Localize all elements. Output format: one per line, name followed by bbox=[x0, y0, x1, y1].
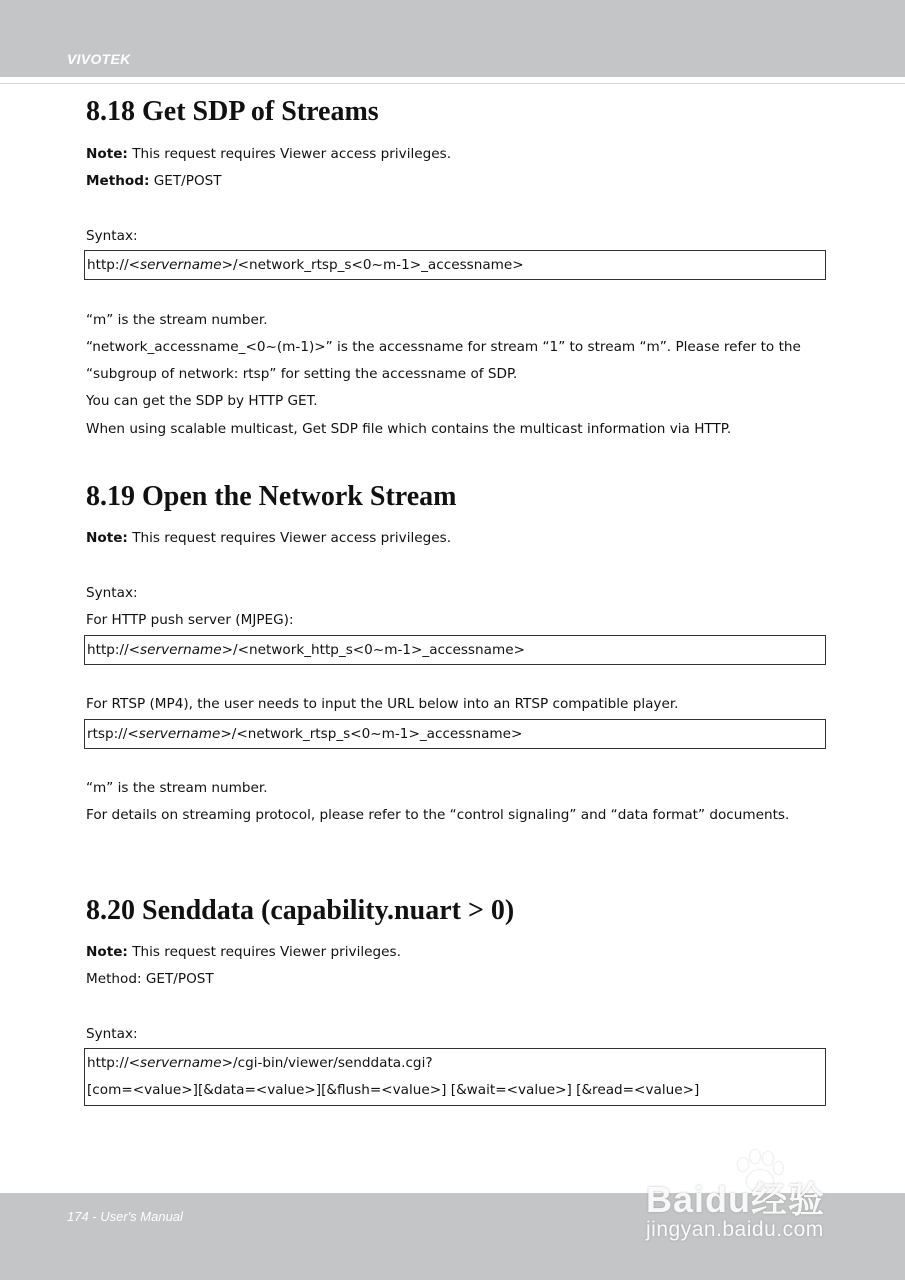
method-text: GET/POST bbox=[149, 173, 222, 189]
paragraph: “network_accessname_<0~(m-1)>” is the accessname for stream “1” to stream “m”. Please refer to the bbox=[86, 339, 801, 355]
syntax-line bbox=[87, 726, 522, 742]
syntax-label: Syntax: bbox=[86, 228, 138, 244]
paragraph: “m” is the stream number. bbox=[86, 312, 268, 328]
note-line bbox=[86, 146, 451, 162]
syntax-servername: <servername> bbox=[127, 726, 232, 742]
syntax-prefix: http:// bbox=[87, 257, 129, 273]
syntax-box-rtsp bbox=[84, 719, 826, 749]
header-divider bbox=[0, 83, 905, 84]
paragraph: “m” is the stream number. bbox=[86, 780, 268, 796]
syntax-line bbox=[87, 642, 525, 658]
method-line: Method: GET/POST bbox=[86, 971, 214, 987]
section-title-8-19: 8.19 Open the Network Stream bbox=[86, 481, 457, 512]
paragraph: “subgroup of network: rtsp” for setting the accessname of SDP. bbox=[86, 366, 518, 382]
http-push-label: For HTTP push server (MJPEG): bbox=[86, 612, 294, 628]
header-bar bbox=[0, 0, 905, 77]
syntax-label: Syntax: bbox=[86, 1026, 138, 1042]
paragraph: For details on streaming protocol, please refer to the “control signaling” and “data format” documents. bbox=[86, 807, 790, 823]
baidu-watermark bbox=[640, 1148, 860, 1248]
syntax-line-params: [com=<value>][&data=<value>][&flush=<value>] [&wait=<value>] [&read=<value>] bbox=[87, 1082, 700, 1098]
syntax-line bbox=[87, 1055, 433, 1071]
note-label: Note: bbox=[86, 944, 128, 960]
syntax-box-http bbox=[84, 635, 826, 665]
method-line bbox=[86, 173, 222, 189]
page-number: 174 - User's Manual bbox=[67, 1209, 183, 1224]
note-text: This request requires Viewer privileges. bbox=[127, 944, 401, 960]
syntax-box-senddata bbox=[84, 1048, 826, 1106]
note-label: Note: bbox=[86, 530, 128, 546]
syntax-prefix: rtsp:// bbox=[87, 726, 128, 742]
paragraph: When using scalable multicast, Get SDP file which contains the multicast information via HTTP. bbox=[86, 421, 732, 437]
brand-logo: VIVOTEK bbox=[67, 51, 131, 67]
syntax-suffix: /<network_rtsp_s<0~m-1>_accessname> bbox=[233, 257, 524, 273]
note-line bbox=[86, 944, 401, 960]
syntax-suffix: /<network_http_s<0~m-1>_accessname> bbox=[233, 642, 525, 658]
watermark-url: jingyan.baidu.com bbox=[646, 1218, 824, 1241]
watermark-logo: Baidu经验 bbox=[646, 1179, 826, 1220]
method-label: Method: bbox=[86, 173, 150, 189]
note-line bbox=[86, 530, 451, 546]
paragraph: You can get the SDP by HTTP GET. bbox=[86, 393, 318, 409]
section-title-8-20: 8.20 Senddata (capability.nuart > 0) bbox=[86, 895, 515, 926]
rtsp-label: For RTSP (MP4), the user needs to input the URL below into an RTSP compatible player. bbox=[86, 696, 679, 712]
syntax-box bbox=[84, 250, 826, 280]
syntax-line bbox=[87, 257, 524, 273]
syntax-suffix: /cgi-bin/viewer/senddata.cgi? bbox=[233, 1055, 433, 1071]
syntax-servername: <servername> bbox=[128, 642, 234, 658]
note-text: This request requires Viewer access privileges. bbox=[127, 530, 452, 546]
syntax-servername: <servername> bbox=[128, 257, 234, 273]
syntax-prefix: http:// bbox=[87, 1055, 129, 1071]
note-text: This request requires Viewer access privileges. bbox=[127, 146, 452, 162]
note-label: Note: bbox=[86, 146, 128, 162]
syntax-label: Syntax: bbox=[86, 585, 138, 601]
syntax-suffix: /<network_rtsp_s<0~m-1>_accessname> bbox=[231, 726, 523, 742]
syntax-prefix: http:// bbox=[87, 642, 129, 658]
section-title-8-18: 8.18 Get SDP of Streams bbox=[86, 96, 379, 127]
syntax-servername: <servername> bbox=[128, 1055, 234, 1071]
